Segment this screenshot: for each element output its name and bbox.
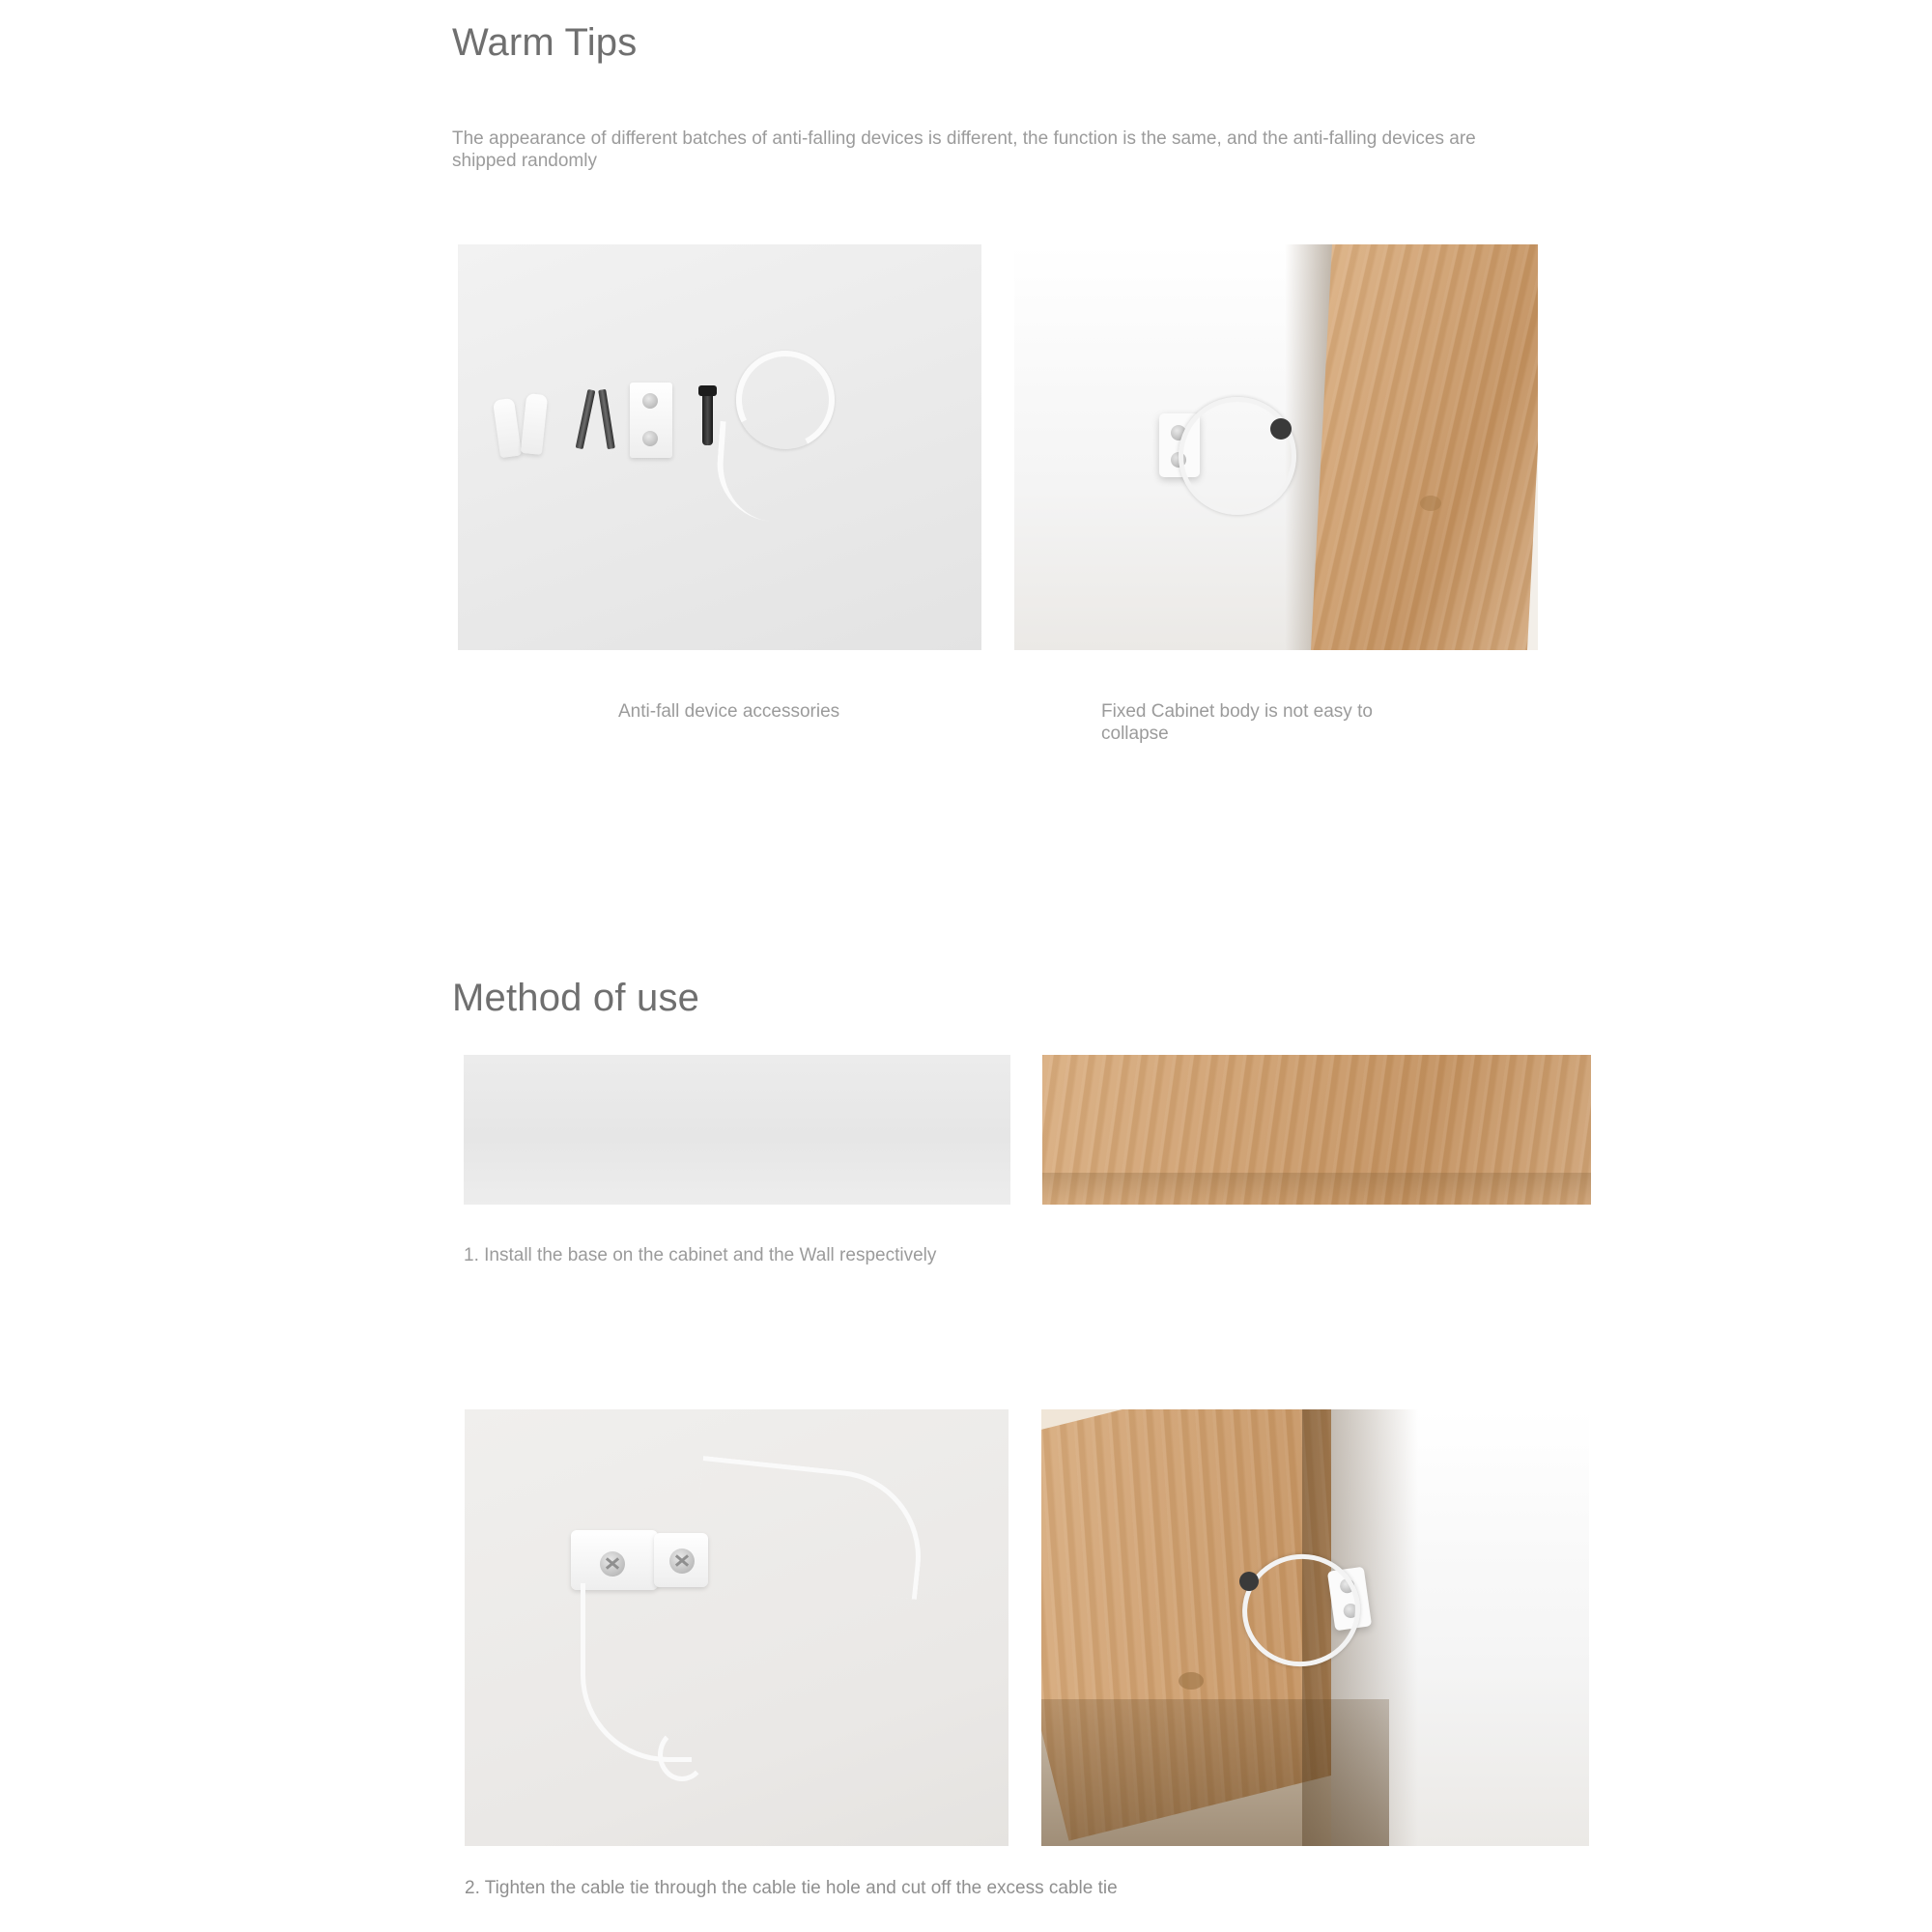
wood-knot — [1179, 1672, 1204, 1690]
anti-fall-accessories-photo — [458, 244, 981, 650]
caption-step-1: 1. Install the base on the cabinet and the Wall respectively — [464, 1245, 937, 1265]
wood-knot — [1420, 496, 1441, 511]
step-1-cabinet-photo — [1042, 1055, 1591, 1205]
screw-hole-icon — [642, 393, 658, 409]
screw-hole-icon — [642, 431, 658, 446]
warm-tips-description: The appearance of different batches of anti-falling devices is different, the function is the same, and the anti-falling devices are shipped randomly — [452, 128, 1476, 171]
cabinet-wood-edge — [1311, 244, 1538, 650]
black-screw-head-icon — [698, 385, 717, 396]
wall-anchor-icon — [493, 398, 522, 458]
step-2-wall-bracket-photo — [465, 1409, 1009, 1846]
under-cabinet-shade — [1041, 1699, 1389, 1846]
caption-fixed-cabinet: Fixed Cabinet body is not easy to collapse — [1101, 701, 1373, 744]
warm-tips-heading: Warm Tips — [452, 21, 638, 64]
cable-tie-end — [658, 1728, 706, 1781]
cable-tie-lock — [1270, 418, 1292, 440]
black-screw-icon — [702, 391, 713, 445]
step-1-image-row — [464, 1055, 1589, 1205]
warm-tips-image-row — [458, 244, 1540, 650]
step-1-wall-photo — [464, 1055, 1010, 1205]
wall-anchor-icon — [521, 393, 548, 455]
screw-head-icon — [600, 1551, 625, 1577]
step-2-image-row — [465, 1409, 1589, 1846]
caption-step-2: 2. Tighten the cable tie through the cable tie hole and cut off the excess cable tie — [465, 1878, 1118, 1898]
cable-tie-lock — [1239, 1572, 1259, 1591]
screw-icon — [576, 389, 596, 449]
bracket-part-icon — [630, 383, 672, 458]
caption-anti-fall-accessories: Anti-fall device accessories — [618, 701, 840, 722]
cable-tie-tail-icon — [714, 421, 784, 522]
bracket-left-half — [571, 1530, 658, 1590]
screw-icon — [598, 389, 615, 449]
wood-edge-shade — [1042, 1173, 1591, 1205]
method-of-use-heading: Method of use — [452, 977, 700, 1019]
step-2-cabinet-photo — [1041, 1409, 1589, 1846]
cable-tie-upper — [691, 1456, 929, 1600]
fixed-cabinet-photo — [1014, 244, 1538, 650]
